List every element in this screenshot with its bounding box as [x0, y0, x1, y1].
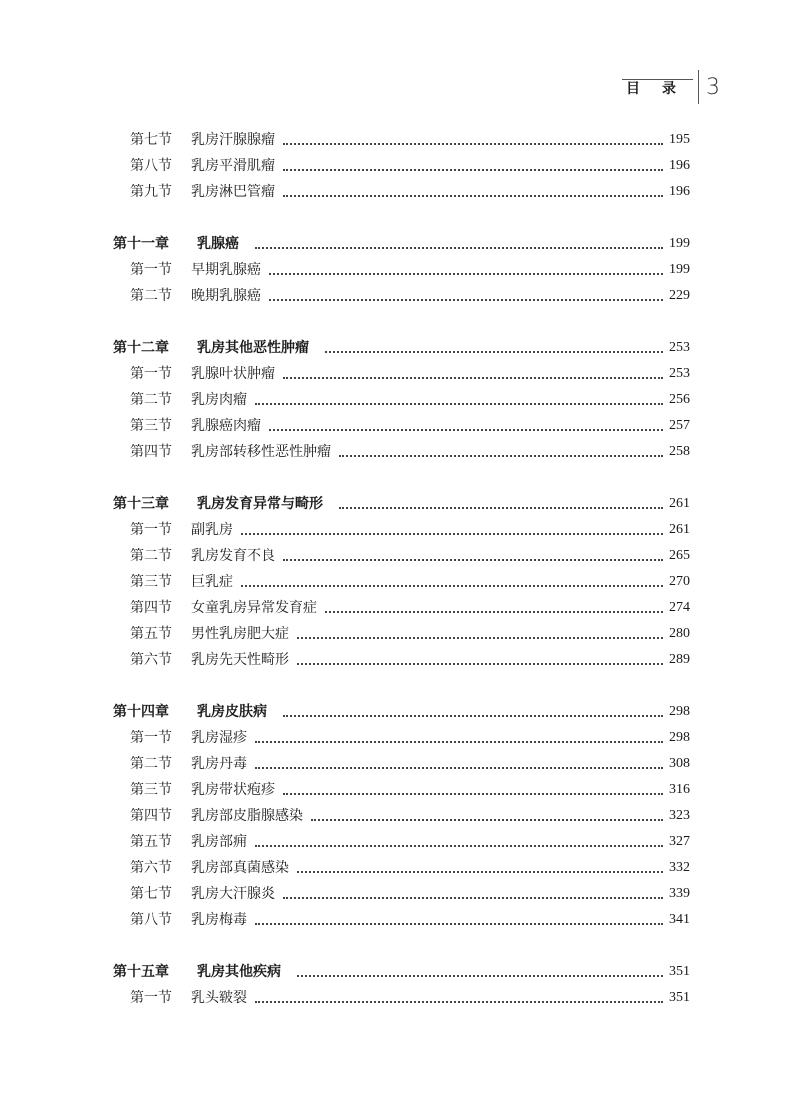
toc-entry-number: 第七节 — [130, 132, 172, 148]
toc-entry-title: 乳房带状疱疹 — [191, 782, 275, 798]
toc-entry-title: 乳房丹毒 — [191, 756, 247, 772]
toc-entry-title: 乳房发育异常与畸形 — [197, 496, 323, 512]
toc-entry-number: 第一节 — [130, 366, 172, 382]
dot-leader — [283, 377, 663, 379]
toc-entry-number: 第二节 — [130, 756, 172, 772]
toc-entry-title: 早期乳腺癌 — [191, 262, 261, 278]
dot-leader — [297, 871, 663, 873]
toc-section-entry[interactable] — [130, 986, 690, 1006]
toc-entry-title: 乳房大汗腺炎 — [191, 886, 275, 902]
toc-entry-page: 289 — [669, 652, 690, 667]
dot-leader — [269, 299, 663, 301]
toc-entry-number: 第一节 — [130, 990, 172, 1006]
dot-leader — [269, 273, 663, 275]
toc-entry-page: 261 — [669, 496, 690, 511]
toc-entry-page: 341 — [669, 912, 690, 927]
toc-section-entry[interactable] — [130, 440, 690, 460]
toc-entry-page: 261 — [669, 522, 690, 537]
toc-entry-number: 第五节 — [130, 834, 172, 850]
toc-chapter-entry[interactable] — [113, 492, 690, 512]
dot-leader — [283, 715, 663, 717]
dot-leader — [325, 351, 663, 353]
toc-entry-page: 265 — [669, 548, 690, 563]
toc-entry-number: 第八节 — [130, 158, 172, 174]
toc-section-entry[interactable] — [130, 648, 690, 668]
dot-leader — [255, 403, 663, 405]
dot-leader — [283, 195, 663, 197]
toc-entry-page: 270 — [669, 574, 690, 589]
toc-entry-page: 199 — [669, 262, 690, 277]
toc-entry-title: 乳房其他恶性肿瘤 — [197, 340, 309, 356]
toc-entry-number: 第七节 — [130, 886, 172, 902]
toc-entry-page: 229 — [669, 288, 690, 303]
toc-entry-number: 第十二章 — [113, 340, 169, 356]
toc-entry-title: 乳房肉瘤 — [191, 392, 247, 408]
toc-entry-title: 乳房其他疾病 — [197, 964, 281, 980]
toc-entry-title: 乳房发育不良 — [191, 548, 275, 564]
toc-entry-page: 195 — [669, 132, 690, 147]
dot-leader — [311, 819, 663, 821]
toc-entry-page: 199 — [669, 236, 690, 251]
dot-leader — [283, 143, 663, 145]
toc-entry-number: 第四节 — [130, 808, 172, 824]
toc-entry-number: 第四节 — [130, 444, 172, 460]
toc-section-entry[interactable] — [130, 882, 690, 902]
toc-entry-number: 第六节 — [130, 652, 172, 668]
dot-leader — [269, 429, 663, 431]
dot-leader — [283, 559, 663, 561]
dot-leader — [297, 975, 663, 977]
toc-entry-page: 316 — [669, 782, 690, 797]
toc-entry-page: 253 — [669, 340, 690, 355]
toc-entry-page: 196 — [669, 158, 690, 173]
toc-section-entry[interactable] — [130, 544, 690, 564]
toc-section-entry[interactable] — [130, 596, 690, 616]
dot-leader — [241, 585, 663, 587]
toc-entry-number: 第十三章 — [113, 496, 169, 512]
page-number: 3 — [706, 75, 720, 100]
toc-chapter-entry[interactable] — [113, 336, 690, 356]
toc-section-entry[interactable] — [130, 284, 690, 304]
toc-section-entry[interactable] — [130, 778, 690, 798]
toc-entry-title: 乳房淋巴管瘤 — [191, 184, 275, 200]
toc-entry-number: 第三节 — [130, 782, 172, 798]
dot-leader — [255, 923, 663, 925]
toc-chapter-entry[interactable] — [113, 960, 690, 980]
toc-entry-title: 乳房平滑肌瘤 — [191, 158, 275, 174]
toc-section-entry[interactable] — [130, 752, 690, 772]
toc-entry-page: 257 — [669, 418, 690, 433]
toc-entry-page: 280 — [669, 626, 690, 641]
toc-entry-number: 第三节 — [130, 418, 172, 434]
toc-section-entry[interactable] — [130, 154, 690, 174]
toc-entry-number: 第一节 — [130, 262, 172, 278]
toc-entry-title: 副乳房 — [191, 522, 233, 538]
toc-entry-title: 巨乳症 — [191, 574, 233, 590]
toc-entry-page: 351 — [669, 964, 690, 979]
toc-section-entry[interactable] — [130, 258, 690, 278]
toc-entry-number: 第五节 — [130, 626, 172, 642]
dot-leader — [297, 637, 663, 639]
dot-leader — [325, 611, 663, 613]
dot-leader — [255, 767, 663, 769]
toc-entry-page: 298 — [669, 730, 690, 745]
dot-leader — [241, 533, 663, 535]
toc-entry-page: 196 — [669, 184, 690, 199]
toc-entry-page: 339 — [669, 886, 690, 901]
toc-section-entry[interactable] — [130, 830, 690, 850]
toc-entry-title: 男性乳房肥大症 — [191, 626, 289, 642]
toc-entry-number: 第四节 — [130, 600, 172, 616]
toc-entry-page: 332 — [669, 860, 690, 875]
toc-entry-title: 乳腺叶状肿瘤 — [191, 366, 275, 382]
dot-leader — [339, 455, 663, 457]
toc-chapter-entry[interactable] — [113, 700, 690, 720]
toc-chapter-entry[interactable] — [113, 232, 690, 252]
toc-section-entry[interactable] — [130, 804, 690, 824]
toc-section-entry[interactable] — [130, 414, 690, 434]
toc-entry-title: 乳房梅毒 — [191, 912, 247, 928]
toc-section-entry[interactable] — [130, 518, 690, 538]
toc-section-entry[interactable] — [130, 362, 690, 382]
toc-entry-title: 乳头皲裂 — [191, 990, 247, 1006]
toc-section-entry[interactable] — [130, 180, 690, 200]
toc-entry-page: 274 — [669, 600, 690, 615]
dot-leader — [283, 169, 663, 171]
toc-entry-title: 乳房部痈 — [191, 834, 247, 850]
toc-section-entry[interactable] — [130, 622, 690, 642]
toc-entry-title: 乳房先天性畸形 — [191, 652, 289, 668]
toc-entry-title: 乳房皮肤病 — [197, 704, 267, 720]
toc-entry-title: 乳房部皮脂腺感染 — [191, 808, 303, 824]
toc-entry-title: 乳房汗腺腺瘤 — [191, 132, 275, 148]
toc-section-entry[interactable] — [130, 856, 690, 876]
toc-entry-title: 乳房部转移性恶性肿瘤 — [191, 444, 331, 460]
toc-entry-title: 乳腺癌 — [197, 236, 239, 252]
toc-section-entry[interactable] — [130, 388, 690, 408]
toc-entry-page: 256 — [669, 392, 690, 407]
toc-section-entry[interactable] — [130, 726, 690, 746]
dot-leader — [283, 793, 663, 795]
toc-entry-number: 第八节 — [130, 912, 172, 928]
toc-entry-number: 第二节 — [130, 392, 172, 408]
dot-leader — [255, 741, 663, 743]
toc-entry-number: 第一节 — [130, 522, 172, 538]
toc-entry-title: 乳腺癌肉瘤 — [191, 418, 261, 434]
toc-entry-number: 第二节 — [130, 288, 172, 304]
toc-entry-page: 298 — [669, 704, 690, 719]
toc-entry-page: 253 — [669, 366, 690, 381]
dot-leader — [339, 507, 663, 509]
dot-leader — [255, 845, 663, 847]
toc-entry-number: 第六节 — [130, 860, 172, 876]
toc-entry-number: 第三节 — [130, 574, 172, 590]
dot-leader — [297, 663, 663, 665]
toc-entry-title: 晚期乳腺癌 — [191, 288, 261, 304]
dot-leader — [283, 897, 663, 899]
dot-leader — [255, 247, 663, 249]
toc-entry-title: 女童乳房异常发育症 — [191, 600, 317, 616]
toc-entry-number: 第十四章 — [113, 704, 169, 720]
running-header — [622, 70, 722, 104]
toc-entry-number: 第十一章 — [113, 236, 169, 252]
toc-entry-page: 351 — [669, 990, 690, 1005]
toc-entry-number: 第九节 — [130, 184, 172, 200]
toc-section-entry[interactable] — [130, 128, 690, 148]
toc-entry-title: 乳房湿疹 — [191, 730, 247, 746]
toc-entry-page: 327 — [669, 834, 690, 849]
toc-section-entry[interactable] — [130, 570, 690, 590]
dot-leader — [255, 1001, 663, 1003]
toc-entry-number: 第二节 — [130, 548, 172, 564]
toc-entry-number: 第一节 — [130, 730, 172, 746]
header-divider — [698, 70, 699, 104]
toc-section-entry[interactable] — [130, 908, 690, 928]
toc-entry-number: 第十五章 — [113, 964, 169, 980]
toc-entry-page: 308 — [669, 756, 690, 771]
toc-entry-page: 258 — [669, 444, 690, 459]
toc-entry-title: 乳房部真菌感染 — [191, 860, 289, 876]
running-header-title: 目录 — [626, 81, 698, 97]
toc-entry-page: 323 — [669, 808, 690, 823]
